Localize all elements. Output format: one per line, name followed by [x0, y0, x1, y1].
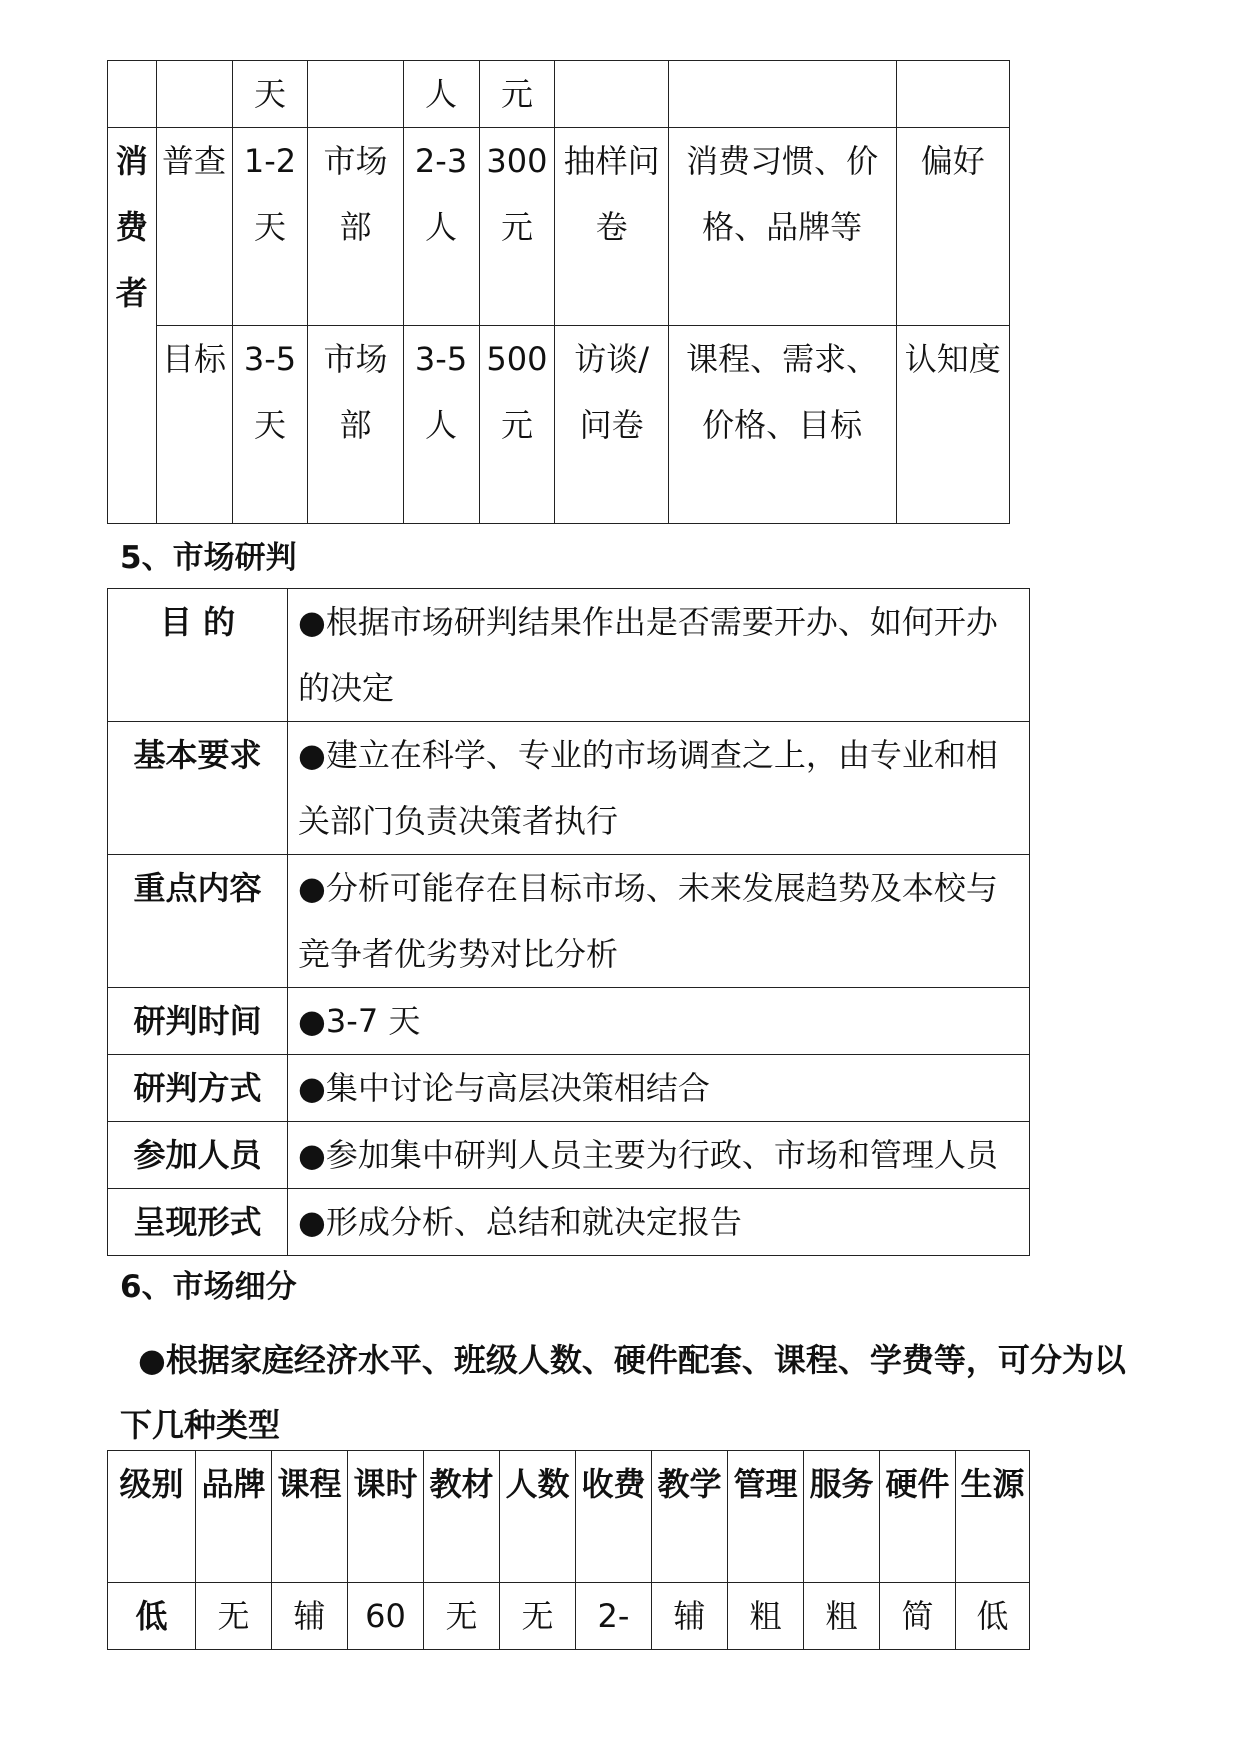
- table-row: [108, 855, 1030, 988]
- table-cell: 人: [403, 61, 479, 128]
- table-row: [108, 1055, 1030, 1122]
- header-row: [108, 1451, 1030, 1583]
- column-header: 服务: [804, 1451, 880, 1583]
- column-header: 收费: [576, 1451, 652, 1583]
- row-value: ●根据市场研判结果作出是否需要开办、如何开办的决定: [288, 589, 1030, 722]
- table-row: [108, 1189, 1030, 1256]
- table-cell: 目标: [156, 326, 232, 524]
- segment-description: [120, 1328, 1130, 1458]
- table-cell: 1-2天: [232, 128, 308, 326]
- row-value: ●集中讨论与高层决策相结合: [288, 1055, 1030, 1122]
- group-label-cell: 消费者: [108, 128, 157, 524]
- row-label: 参加人员: [108, 1122, 288, 1189]
- table-cell: [668, 61, 896, 128]
- row-label: 研判方式: [108, 1055, 288, 1122]
- row-label: 基本要求: [108, 722, 288, 855]
- column-header: 教材: [424, 1451, 500, 1583]
- table-cell: [156, 61, 232, 128]
- section-heading: 5、市场研判: [120, 540, 297, 576]
- table-row: [108, 128, 1010, 326]
- table-cell: 抽样问卷: [555, 128, 668, 326]
- table-row: [108, 589, 1030, 722]
- table-cell: 无: [196, 1583, 272, 1650]
- table-cell: 2-: [576, 1583, 652, 1650]
- table-cell: 500元: [479, 326, 555, 524]
- table-cell: 3-5天: [232, 326, 308, 524]
- table-cell: 辅: [652, 1583, 728, 1650]
- table-cell: 300元: [479, 128, 555, 326]
- column-header: 生源: [956, 1451, 1030, 1583]
- market-segment-table: [107, 1450, 1030, 1650]
- section-heading: 6、市场细分: [120, 1269, 297, 1305]
- column-header: 课程: [272, 1451, 348, 1583]
- table-cell: 粗: [804, 1583, 880, 1650]
- table-cell: 低: [108, 1583, 196, 1650]
- row-label: 目 的: [108, 589, 288, 722]
- market-judgement-table: [107, 588, 1030, 1256]
- column-header: 课时: [348, 1451, 424, 1583]
- table-cell: [896, 61, 1009, 128]
- row-value: ●形成分析、总结和就决定报告: [288, 1189, 1030, 1256]
- table-cell: 认知度: [896, 326, 1009, 524]
- table-cell: 2-3人: [403, 128, 479, 326]
- column-header: 人数: [500, 1451, 576, 1583]
- table-cell: 粗: [728, 1583, 804, 1650]
- table-cell: 天: [232, 61, 308, 128]
- table-cell: 元: [479, 61, 555, 128]
- table-cell: 课程、需求、价格、目标: [668, 326, 896, 524]
- table-row: [108, 1122, 1030, 1189]
- table-cell: 偏好: [896, 128, 1009, 326]
- row-value: ●参加集中研判人员主要为行政、市场和管理人员: [288, 1122, 1030, 1189]
- row-label: 研判时间: [108, 988, 288, 1055]
- table-cell: 低: [956, 1583, 1030, 1650]
- row-value: ●3-7 天: [288, 988, 1030, 1055]
- table-cell: 访谈/问卷: [555, 326, 668, 524]
- survey-plan-table: [107, 60, 1010, 524]
- row-value: ●建立在科学、专业的市场调查之上，由专业和相关部门负责决策者执行: [288, 722, 1030, 855]
- column-header: 管理: [728, 1451, 804, 1583]
- row-value: ●分析可能存在目标市场、未来发展趋势及本校与竞争者优劣势对比分析: [288, 855, 1030, 988]
- table-cell: [308, 61, 403, 128]
- row-label: 呈现形式: [108, 1189, 288, 1256]
- column-header: 品牌: [196, 1451, 272, 1583]
- table-cell: 无: [424, 1583, 500, 1650]
- table-cell: 普查: [156, 128, 232, 326]
- table-cell: [555, 61, 668, 128]
- column-header: 硬件: [880, 1451, 956, 1583]
- table-cell: 市场部: [308, 128, 403, 326]
- table-cell: 辅: [272, 1583, 348, 1650]
- table-row: [108, 988, 1030, 1055]
- table-row: [108, 61, 1010, 128]
- table-cell: 3-5人: [403, 326, 479, 524]
- table-cell: 市场部: [308, 326, 403, 524]
- column-header: 级别: [108, 1451, 196, 1583]
- table-cell: 简: [880, 1583, 956, 1650]
- table-row: [108, 1583, 1030, 1650]
- table-cell: 60: [348, 1583, 424, 1650]
- table-cell: 消费习惯、价格、品牌等: [668, 128, 896, 326]
- table-cell: [108, 61, 157, 128]
- column-header: 教学: [652, 1451, 728, 1583]
- paragraph-text: ●根据家庭经济水平、班级人数、硬件配套、课程、学费等，可分为以下几种类型: [120, 1341, 1126, 1444]
- table-row: [108, 722, 1030, 855]
- table-cell: 无: [500, 1583, 576, 1650]
- row-label: 重点内容: [108, 855, 288, 988]
- table-row: [108, 326, 1010, 524]
